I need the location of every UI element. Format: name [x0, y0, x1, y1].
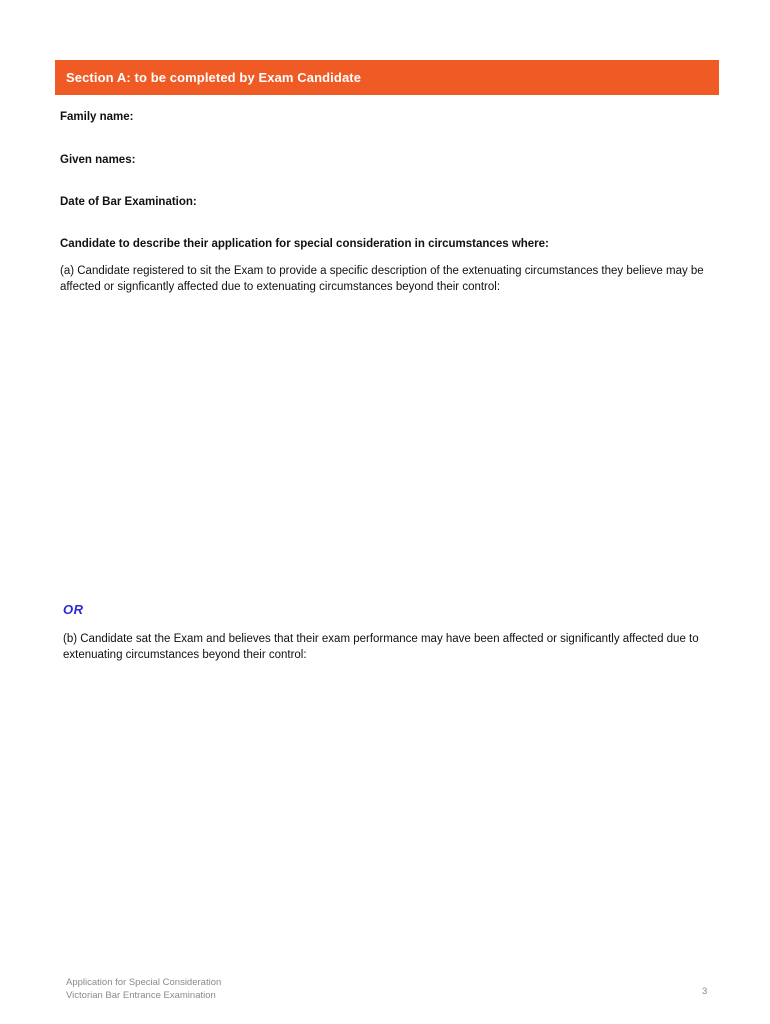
section-a-header: [55, 60, 719, 95]
family-name-label: Family name:: [60, 111, 134, 123]
or-label: OR: [63, 602, 84, 617]
instructions-heading: Candidate to describe their application for special consideration in circumstances where:: [60, 238, 549, 250]
page-number: 3: [702, 986, 708, 997]
footer-line-1: Application for Special Consideration: [66, 977, 222, 988]
section-a-title: Section A: to be completed by Exam Candidate: [66, 70, 362, 85]
given-names-label: Given names:: [60, 154, 136, 166]
footer-line-2: Victorian Bar Entrance Examination: [66, 990, 216, 1001]
option-a-text: (a) Candidate registered to sit the Exam to provide a specific description of the extenuating circumstances they believe may be affected or signficantly affected due to extenuating circumstances beyond their control:: [60, 265, 704, 293]
page-footer: [66, 976, 221, 1002]
option-b-text: (b) Candidate sat the Exam and believes that their exam performance may have been affected or significantly affected due to extenuating circumstances beyond their control:: [63, 633, 699, 661]
exam-date-label: Date of Bar Examination:: [60, 196, 197, 208]
